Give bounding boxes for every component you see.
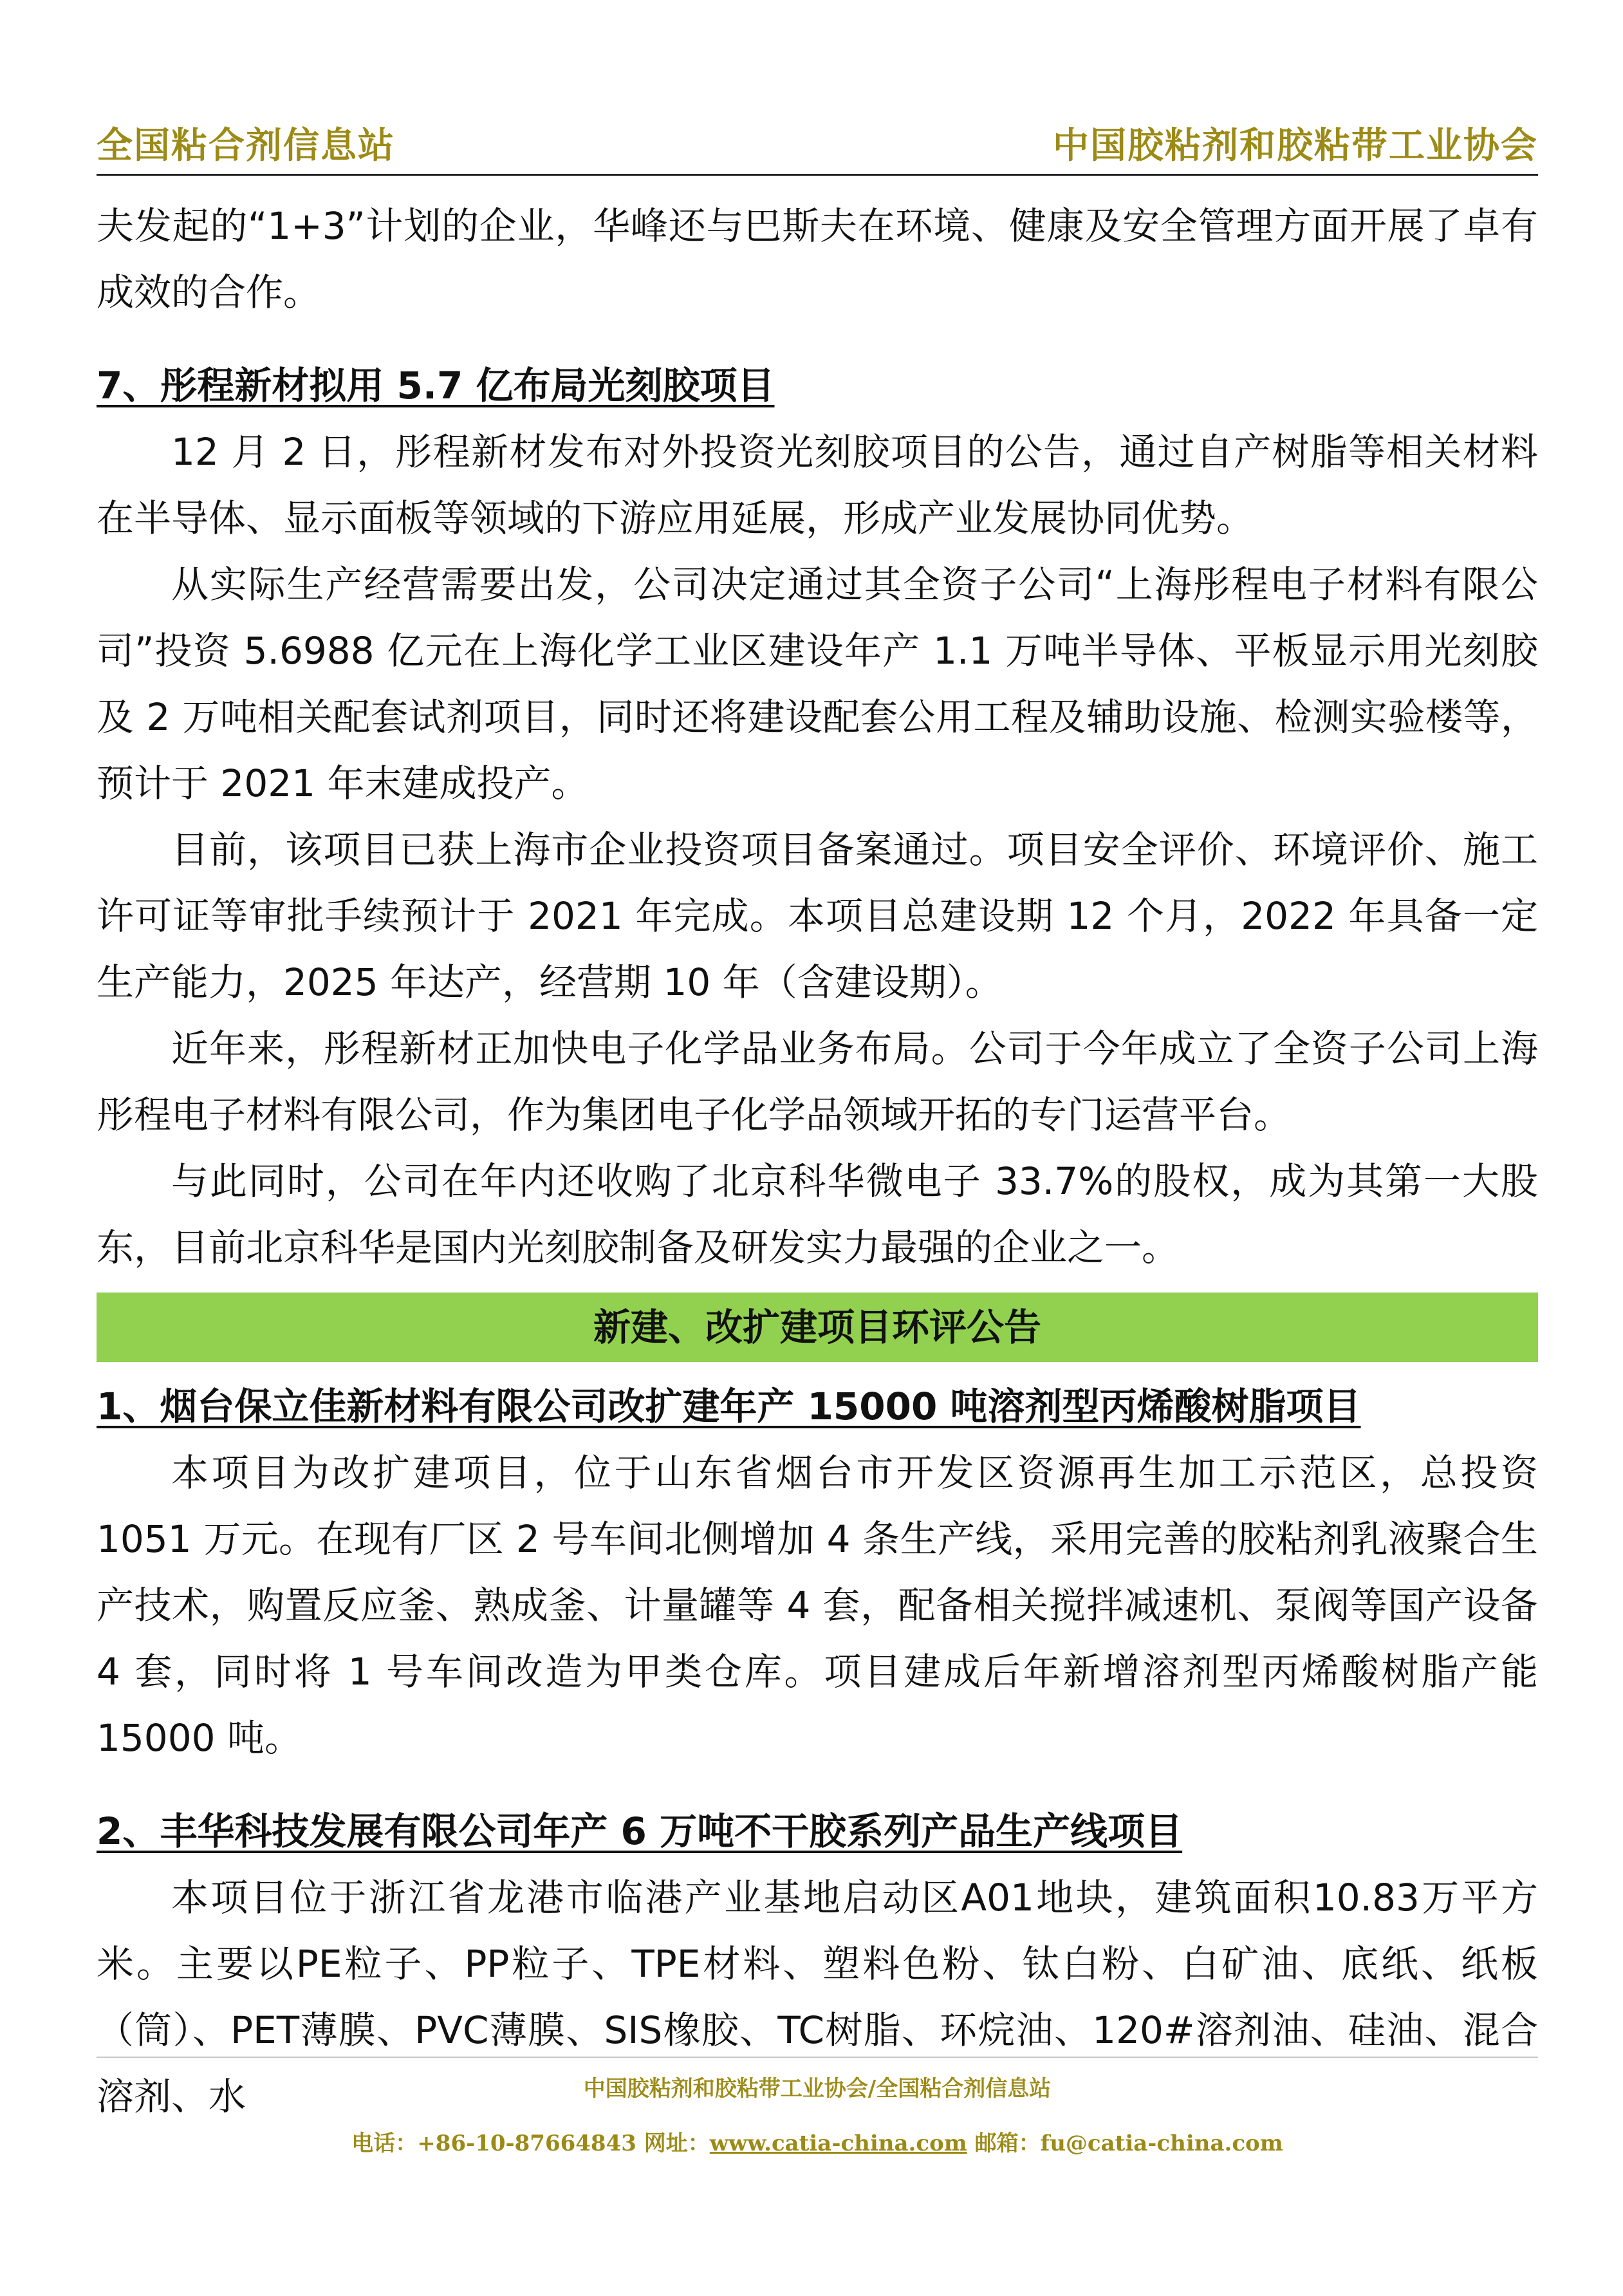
page-header — [97, 109, 1538, 176]
section-7-paragraph-1: 12 月 2 日，彤程新材发布对外投资光刻胶项目的公告，通过自产树脂等相关材料在半导体、显示面板等领域的下游应用延展，形成产业发展协同优势。 — [97, 430, 1538, 540]
item-1-heading — [97, 1374, 1538, 1440]
footer-email: 邮箱：fu@catia-china.com — [967, 2131, 1283, 2156]
item-2-heading — [97, 1798, 1538, 1865]
header-association-name: 中国胶粘剂和胶粘带工业协会 — [1053, 125, 1538, 167]
footer-phone: 电话：+86-10-87664843 网址： — [351, 2131, 710, 2156]
header-site-name: 全国粘合剂信息站 — [97, 125, 395, 167]
item-2-title: 2、丰华科技发展有限公司年产 6 万吨不干胶系列产品生产线项目 — [97, 1809, 1183, 1853]
footer-organization: 中国胶粘剂和胶粘带工业协会/全国粘合剂信息站 — [583, 2076, 1052, 2102]
page-footer — [97, 2057, 1538, 2157]
section-7-title: 7、彤程新材拟用 5.7 亿布局光刻胶项目 — [97, 364, 775, 407]
document-body — [97, 193, 1538, 2130]
section-banner: 新建、改扩建项目环评公告 — [97, 1293, 1538, 1362]
section-7-paragraph-4: 近年来，彤程新材正加快电子化学品业务布局。公司于今年成立了全资子公司上海彤程电子材料有限公司，作为集团电子化学品领域开拓的专门运营平台。 — [97, 1027, 1538, 1137]
section-7-paragraph-2: 从实际生产经营需要出发，公司决定通过其全资子公司“上海彤程电子材料有限公司”投资 5.6988 亿元在上海化学工业区建设年产 1.1 万吨半导体、平板显示用光刻胶及 2 万吨相关配套试剂项目，同时还将建设配套公用工程及辅助设施、检测实验楼等，预计于 2021 年末建成投产。 — [97, 563, 1538, 805]
footer-website-link[interactable]: www.catia-china.com — [709, 2131, 967, 2156]
item-2-paragraph: 本项目位于浙江省龙港市临港产业基地启动区A01地块，建筑面积10.83万平方米。主要以PE粒子、PP粒子、TPE材料、塑料色粉、钛白粉、白矿油、底纸、纸板（筒）、PET薄膜、PVC薄膜、SIS橡胶、TC树脂、环烷油、120#溶剂油、硅油、混合溶剂、水 — [97, 1876, 1538, 2118]
footer-contact — [97, 2125, 1538, 2157]
intro-paragraph: 夫发起的“1+3”计划的企业，华峰还与巴斯夫在环境、健康及安全管理方面开展了卓有成效的合作。 — [97, 204, 1538, 314]
section-7-paragraph-5: 与此同时，公司在年内还收购了北京科华微电子 33.7%的股权，成为其第一大股东，目前北京科华是国内光刻胶制备及研发实力最强的企业之一。 — [97, 1159, 1538, 1269]
item-1-paragraph: 本项目为改扩建项目，位于山东省烟台市开发区资源再生加工示范区，总投资 1051 万元。在现有厂区 2 号车间北侧增加 4 条生产线，采用完善的胶粘剂乳液聚合生产技术，购置反应釜、熟成釜、计量罐等 4 套，配备相关搅拌减速机、泵阀等国产设备 4 套，同时将 1 号车间改造为甲类仓库。项目建成后年新增溶剂型丙烯酸树脂产能 15000 吨。 — [97, 1451, 1538, 1760]
section-7-paragraph-3: 目前，该项目已获上海市企业投资项目备案通过。项目安全评价、环境评价、施工许可证等审批手续预计于 2021 年完成。本项目总建设期 12 个月，2022 年具备一定生产能力，2025 年达产，经营期 10 年（含建设期）。 — [97, 828, 1538, 1004]
item-1-title: 1、烟台保立佳新材料有限公司改扩建年产 15000 吨溶剂型丙烯酸树脂项目 — [97, 1385, 1361, 1428]
section-7-heading — [97, 353, 1538, 419]
